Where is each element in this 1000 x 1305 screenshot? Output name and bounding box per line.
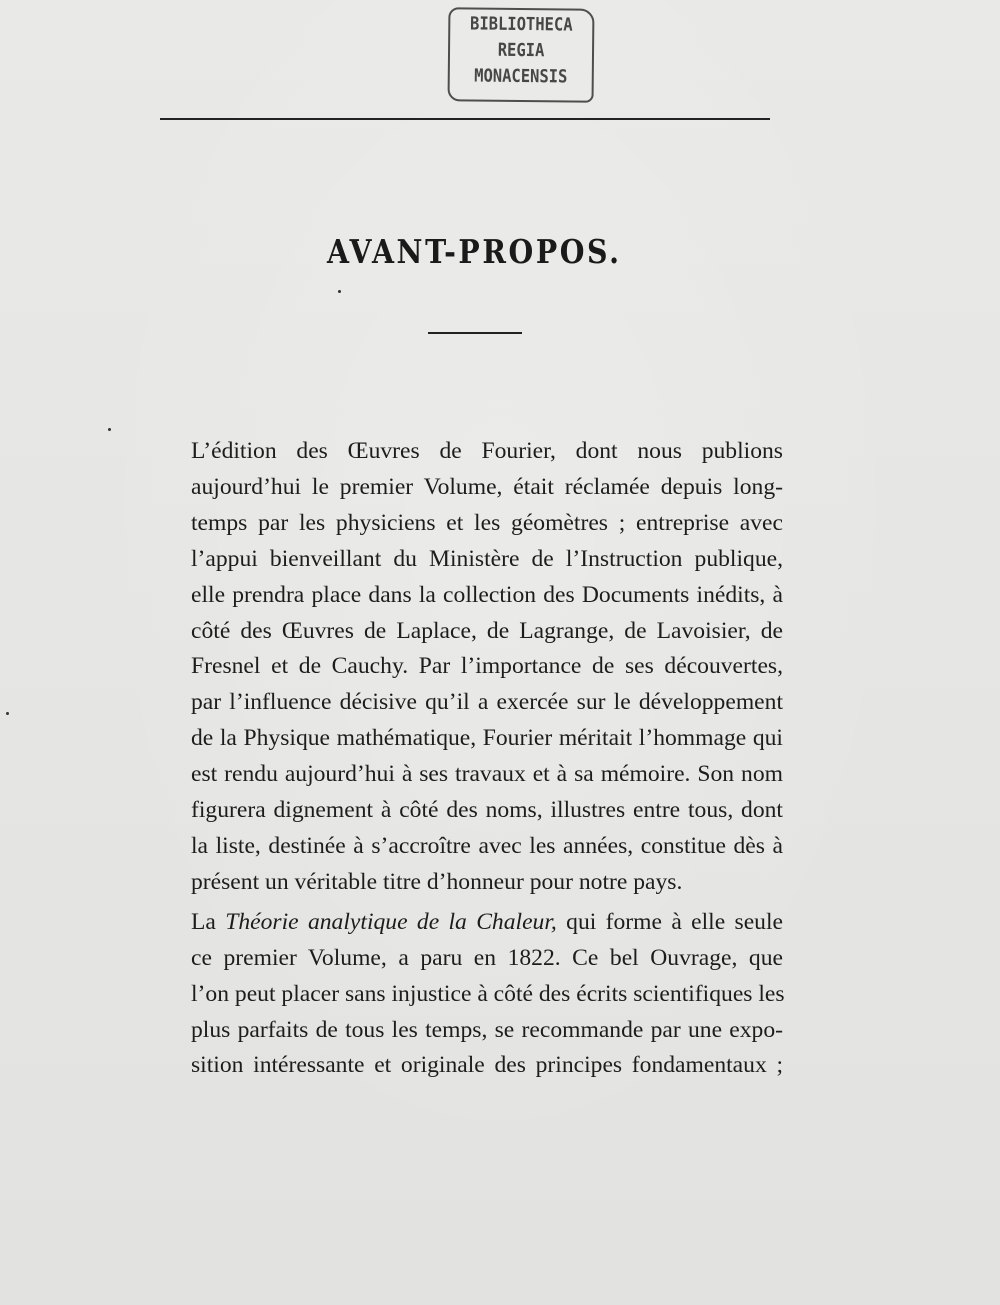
book-title-italic: Théorie analytique de la Chaleur, (225, 908, 557, 935)
text-line: de la Physique mathématique, Fourier méritait l’hommage qui (191, 725, 783, 752)
text-line: l’appui bienveillant du Ministère de l’Instruction publique, (191, 545, 783, 572)
text-line: l’on peut placer sans injustice à côté des écrits scientifiques les (191, 980, 785, 1007)
text-fragment: La (191, 908, 226, 935)
body-text (163, 434, 783, 1084)
text-line: elle prendra place dans la collection des Documents inédits, à (191, 581, 783, 608)
stamp-line-2: REGIA (497, 39, 545, 62)
text-line: ce premier Volume, a paru en 1822. Ce bel Ouvrage, que (191, 944, 783, 971)
stamp-line-1: BIBLIOTHECA (469, 13, 573, 36)
text-line: Fresnel et de Cauchy. Par l’importance de ses découvertes, (191, 653, 783, 680)
paragraph-2 (163, 905, 783, 1085)
text-line-with-italic (163, 905, 783, 941)
text-line: côté des Œuvres de Laplace, de Lagrange, de Lavoisier, de (191, 617, 783, 644)
text-line: aujourd’hui le premier Volume, était réclamée depuis long- (191, 473, 783, 500)
text-line: figurera dignement à côté des noms, illustres entre tous, dont (191, 797, 783, 824)
text-line: la liste, destinée à s’accroître avec les années, constitue dès à (191, 832, 783, 859)
text-line: plus parfaits de tous les temps, se recommande par une expo- (191, 1016, 783, 1043)
page-title: AVANT-PROPOS. (327, 232, 622, 271)
text-line: présent un véritable titre d’honneur pour notre pays. (191, 868, 683, 895)
paper-speck (6, 712, 9, 715)
text-line: sition intéressante et originale des principes fondamentaux ; (191, 1052, 783, 1079)
library-stamp (448, 7, 595, 103)
text-line: temps par les physiciens et les géomètres ; entreprise avec (191, 509, 783, 536)
title-rule (428, 332, 522, 334)
paper-speck (108, 428, 111, 431)
stamp-line-3: MONACENSIS (474, 65, 568, 88)
header-rule (160, 118, 770, 120)
text-line: par l’influence décisive qu’il a exercée sur le développement (191, 689, 783, 716)
text-line: L’édition des Œuvres de Fourier, dont nous publions (191, 438, 783, 464)
text-line: est rendu aujourd’hui à ses travaux et à sa mémoire. Son nom (191, 761, 783, 788)
text-fragment: qui forme à elle seule (556, 908, 784, 935)
paper-speck (338, 290, 341, 293)
paragraph-1 (163, 434, 783, 901)
